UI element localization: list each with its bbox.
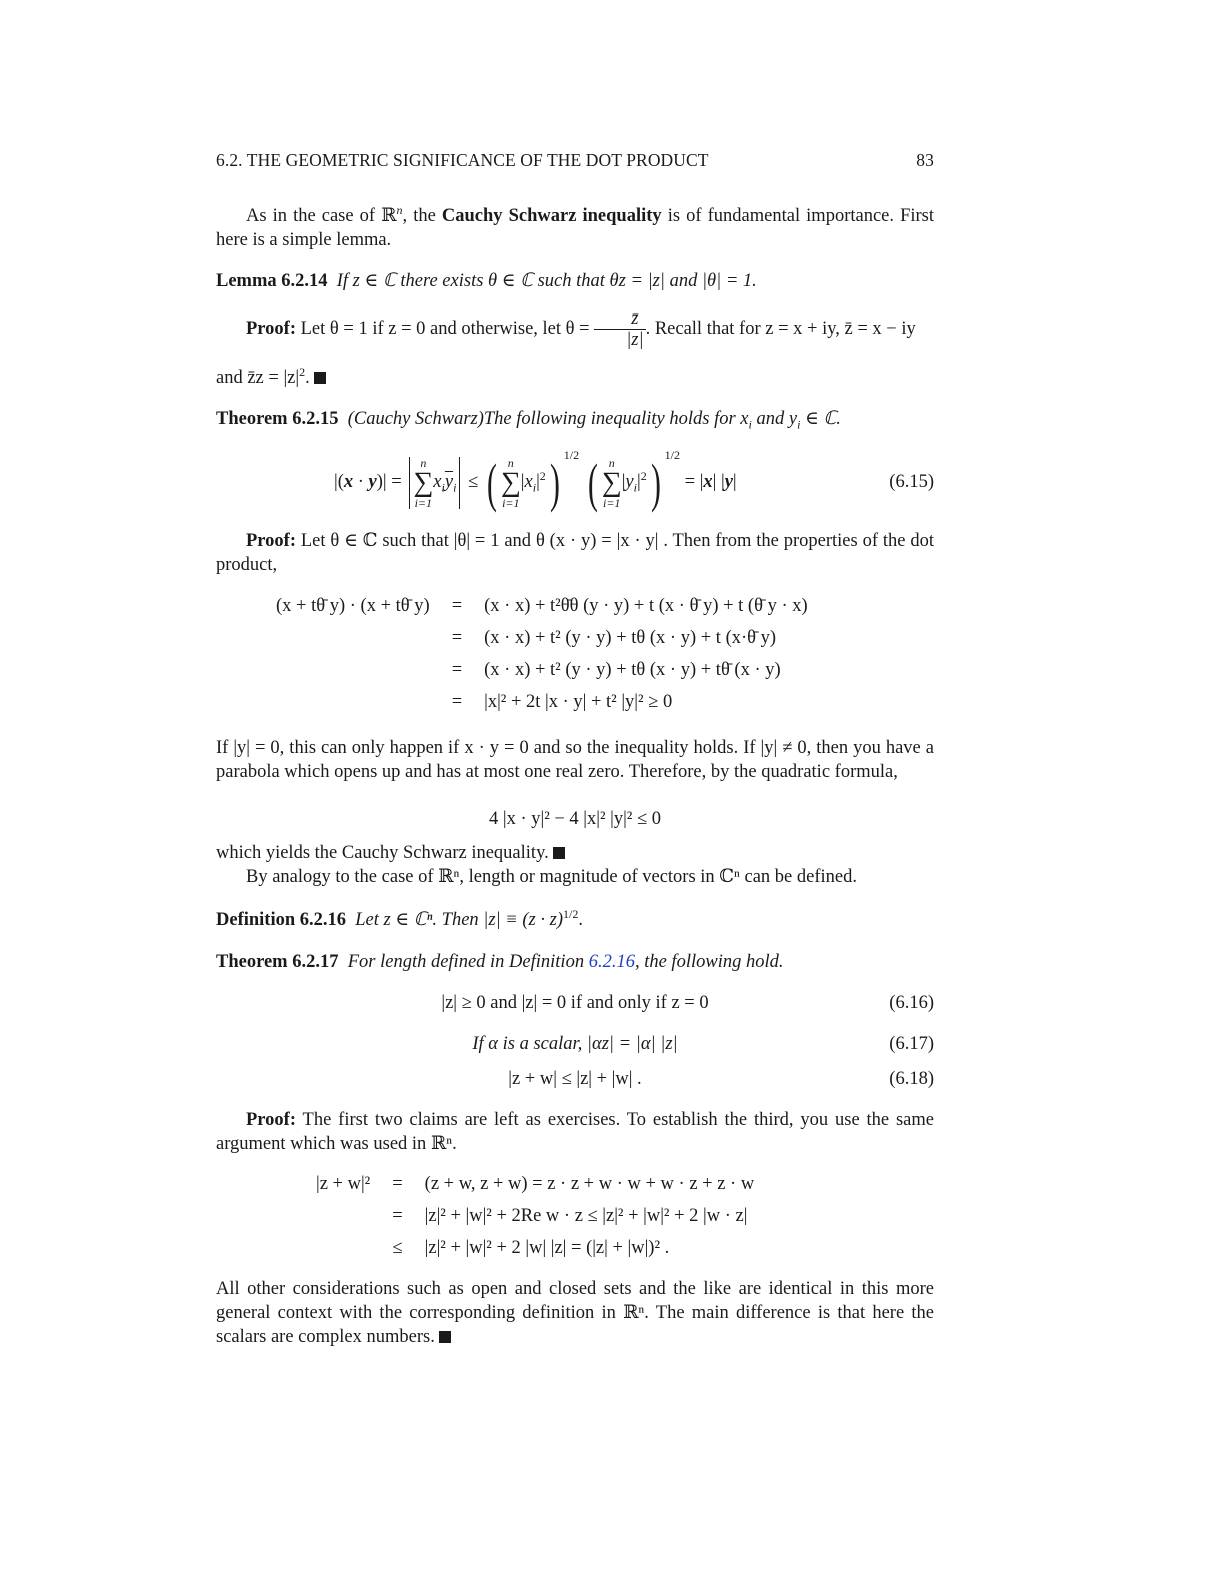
proof-text: and z̄z = |z| <box>216 368 300 388</box>
proof-text: Let θ ∈ ℂ such that |θ| = 1 and θ (x · y) = |x · y| . Then from the properties of the dot product, <box>216 531 934 575</box>
qed-square-icon <box>553 847 565 859</box>
equation-6-15 <box>216 446 934 518</box>
closing-paragraph: All other considerations such as open and closed sets and the like are identical in this more general context with the corresponding definition in ℝⁿ. The main difference is that here the scalars are complex numbers. <box>216 1279 934 1347</box>
align-row: |z|² + |w|² + 2Re w · z ≤ |z|² + |w|² + 2 |w · z| <box>424 1206 748 1226</box>
proof-text: . Recall that for z = x + iy, z̄ = x − iy <box>645 319 916 339</box>
triangle-inequality-proof <box>216 1108 934 1156</box>
equation-number: (6.16) <box>889 993 934 1013</box>
proof-label: Proof: <box>246 1110 296 1130</box>
intro-paragraph: As in the case of ℝ$^n$, the Cauchy Schwarz inequality is of fundamental importance. First here is a simple lemma. <box>216 202 934 250</box>
theorem-label: Theorem 6.2.17 <box>216 952 339 972</box>
proof-label: Proof: <box>246 531 296 551</box>
equation-6-18: |z + w| ≤ |z| + |w| . (6.18) <box>508 1069 934 1089</box>
align-row: |x|² + 2t |x · y| + t² |y|² ≥ 0 <box>484 692 673 712</box>
lemma-6-2-14 <box>216 269 934 293</box>
align-row: (x · x) + t² (y · y) + tθ (x · y) + tθ̄ (x · y) <box>484 660 781 680</box>
cauchy-schwarz-formula: |(x · y)| = n ∑ i=1 $x_i\overline{y}_i$ ≤ ( n ∑ i=1 $|x_i|^2$) $^{1/2}$ ( n ∑ i=1 $|y_i|^2$) $^{1/2}$ = |x| |y| <box>334 448 737 513</box>
aligned-equations-2: |z + w|² = (z + w, z + w) = z · z + w · w + w · z + z · w = |z|² + |w|² + 2Re w · z ≤ |z|² + |w|² + 2 |w · z| ≤ |z|² + |w|² + 2 |w| |z| = (|z| + |w|)² . <box>316 1168 754 1264</box>
page <box>216 0 934 1584</box>
align-row: (z + w, z + w) = z · z + w · w + w · z + z · w <box>424 1174 755 1194</box>
equation-number: (6.15) <box>889 472 934 492</box>
proof-label: Proof: <box>246 319 296 339</box>
lemma-label: Lemma 6.2.14 <box>216 271 328 291</box>
proof-text: The first two claims are left as exercises. To establish the third, you use the same argument which was used in ℝⁿ. <box>216 1110 934 1154</box>
page-number: 83 <box>916 150 934 170</box>
fraction: $\frac{z̄}{|z|}$ <box>594 309 645 350</box>
theorem-6-2-17: Theorem 6.2.17 For length defined in Definition 6.2.16, the following hold. <box>216 952 784 972</box>
reals-symbol: ℝ <box>381 206 397 226</box>
definition-statement: Let z ∈ ℂⁿ. Then |z| ≡ (z · z) <box>355 910 563 930</box>
yields-line: which yields the Cauchy Schwarz inequality. <box>216 841 934 865</box>
intro-text: , the <box>402 206 442 226</box>
discriminant-inequality: 4 |x · y|² − 4 |x|² |y|² ≤ 0 <box>489 809 661 829</box>
theorem-statement: (Cauchy Schwarz)The following inequality holds for x <box>347 409 749 429</box>
equation-6-17: If α is a scalar, |αz| = |α| |z| (6.17) <box>472 1034 934 1054</box>
lemma-proof <box>216 309 934 350</box>
theorem-label: Theorem 6.2.15 <box>216 409 339 429</box>
align-row: (x · x) + t²θ̄θ (y · y) + t (x · θ̄ y) + t (θ̄ y · x) <box>484 596 808 616</box>
align-row: (x · x) + t² (y · y) + tθ (x · y) + t (x·θ̄ y) <box>484 628 777 648</box>
cauchy-schwarz-term: Cauchy Schwarz inequality <box>441 206 662 226</box>
equation-number: (6.17) <box>889 1034 934 1054</box>
running-header <box>216 148 934 172</box>
cauchy-schwarz-proof <box>216 529 934 577</box>
parabola-argument: If |y| = 0, this can only happen if x · y = 0 and so the inequality holds. If |y| ≠ 0, then you have a parabola which opens up and has at most one real zero. Therefore, by the quadratic formula, <box>216 738 934 782</box>
analogy-line: By analogy to the case of ℝⁿ, length or magnitude of vectors in ℂⁿ can be defined. <box>246 867 857 887</box>
lemma-statement: If z ∈ ℂ there exists θ ∈ ℂ such that θz = |z| and |θ| = 1. <box>336 271 757 291</box>
intro-text: As in the case of <box>246 206 382 226</box>
proof-text: Let θ = 1 if z = 0 and otherwise, let θ = <box>296 319 595 339</box>
definition-label: Definition 6.2.16 <box>216 910 347 930</box>
equation-number: (6.18) <box>889 1069 934 1089</box>
qed-square-icon <box>439 1331 451 1343</box>
align-row: |z|² + |w|² + 2 |w| |z| = (|z| + |w|)² . <box>424 1238 670 1258</box>
definition-6-2-16: Definition 6.2.16 Let z ∈ ℂⁿ. Then $|z| \equiv (z \cdot z)^{1/2}$. <box>216 906 583 930</box>
running-title: 6.2. THE GEOMETRIC SIGNIFICANCE OF THE DOT PRODUCT <box>216 150 709 170</box>
intro-text: is of fundamental importance. First here is a simple lemma. <box>216 206 934 250</box>
align-lhs: (x + tθ̄ y) · (x + tθ̄ y) <box>276 596 430 616</box>
aligned-equations-1: (x + tθ̄ y) · (x + tθ̄ y) = (x · x) + t²θ̄θ (y · y) + t (x · θ̄ y) + t (θ̄ y · x) = (x · x) + t² (y · y) + tθ (x · y) + t (x·θ̄ y) = (x · x) + t² (y · y) + tθ (x · y) + tθ̄ (x · y) = |x|² + 2t |x · y| + t² |y|² ≥ 0 <box>276 590 808 718</box>
definition-reference-link[interactable]: 6.2.16 <box>588 952 635 972</box>
lemma-proof-end: and z̄z = $|z|^2$. <box>216 366 934 390</box>
theorem-6-2-15: Theorem 6.2.15 (Cauchy Schwarz)The following inequality holds for $x_i$ and $y_i$ ∈ ℂ. <box>216 409 841 432</box>
equation-6-16: |z| ≥ 0 and |z| = 0 if and only if z = 0 (6.16) <box>441 993 934 1013</box>
theorem-statement: For length defined in Definition <box>347 952 589 972</box>
align-lhs: |z + w|² <box>316 1174 371 1194</box>
qed-square-icon <box>314 372 326 384</box>
